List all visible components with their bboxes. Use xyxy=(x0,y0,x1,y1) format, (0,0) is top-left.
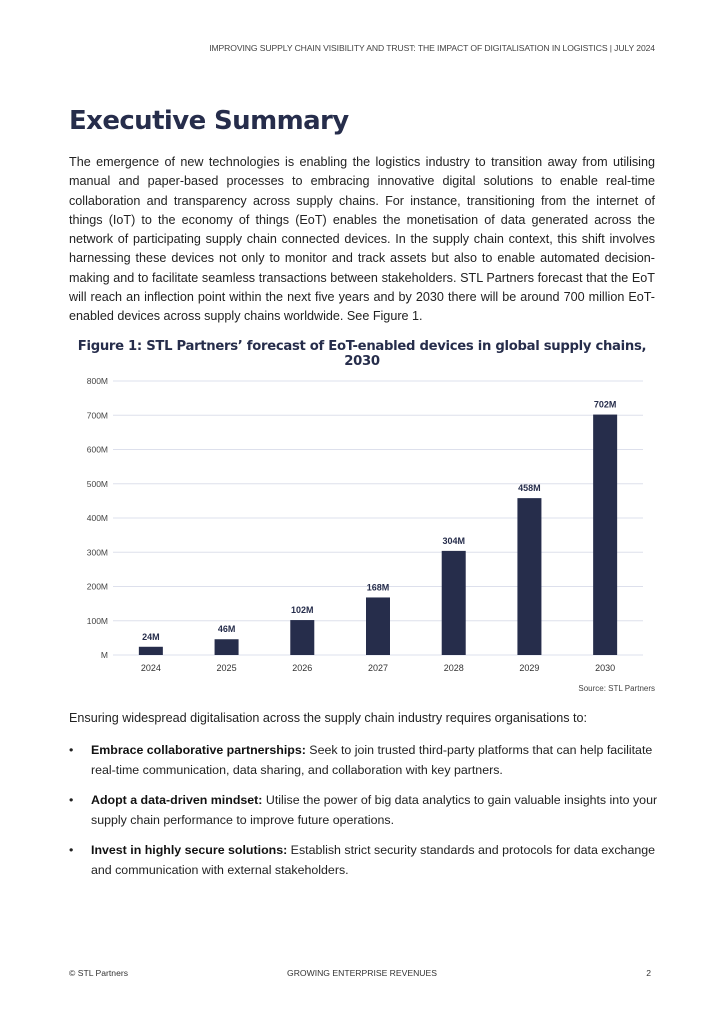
recommendation-list xyxy=(69,741,659,891)
list-item xyxy=(69,841,659,880)
y-tick-label: 600M xyxy=(86,444,108,455)
x-tick-label: 2027 xyxy=(367,663,389,673)
bullet-icon: • xyxy=(69,843,74,857)
list-item xyxy=(69,741,659,780)
bar xyxy=(366,597,390,655)
bar xyxy=(593,415,617,655)
list-item xyxy=(69,791,659,830)
y-tick-label: 500M xyxy=(86,478,108,489)
bullet-icon: • xyxy=(69,793,74,807)
bullet-heading: Invest in highly secure solutions: xyxy=(91,843,288,857)
bar xyxy=(517,498,541,655)
x-tick-label: 2025 xyxy=(216,663,237,673)
bullet-text: Seek to join trusted third-party platforms that can help facilitate real-time communication, data sharing, and collaboration with key partners. xyxy=(91,743,653,777)
data-label: 168M xyxy=(366,582,390,593)
bar xyxy=(442,551,466,655)
data-label: 304M xyxy=(442,535,465,546)
page-title: Executive Summary xyxy=(69,106,349,136)
y-tick-label: M xyxy=(100,650,108,660)
data-label: 46M xyxy=(217,624,236,635)
intro-paragraph: The emergence of new technologies is enabling the logistics industry to transition away from utilising manual and paper-based processes to embracing innovative digital solutions to enable real-time collaboration and transparency across supply chains. For instance, transitioning from the internet of things (IoT) to the economy of things (EoT) enables the monetisation of data generated across the network of participating supply chain connected devices. In the supply chain context, this shift involves harnessing these devices not only to monitor and track assets but also to enable automated decision-making and to facilitate seamless transactions between stakeholders. STL Partners forecast that the EoT will reach an inflection point within the next five years and by 2030 there will be around 700 million EoT-enabled devices across supply chains worldwide. See Figure 1. xyxy=(69,155,655,324)
bar xyxy=(139,647,163,655)
y-tick-label: 300M xyxy=(86,547,108,558)
figure-source: Source: STL Partners xyxy=(578,684,655,693)
bullet-text: Establish strict security standards and protocols for data exchange and communication with external stakeholders. xyxy=(91,843,656,877)
bar xyxy=(290,620,314,655)
data-label: 24M xyxy=(142,631,160,642)
y-tick-label: 400M xyxy=(86,513,108,523)
lead-sentence: Ensuring widespread digitalisation across the supply chain industry requires organisations to: xyxy=(69,711,588,725)
figure-title: Figure 1: STL Partners’ forecast of EoT-enabled devices in global supply chains, 2030 xyxy=(77,339,647,369)
bullet-heading: Embrace collaborative partnerships: xyxy=(91,743,306,757)
footer-section: GROWING ENTERPRISE REVENUES xyxy=(287,968,437,978)
bullet-heading: Adopt a data-driven mindset: xyxy=(91,793,263,807)
bar xyxy=(215,639,239,655)
data-label: 102M xyxy=(291,605,314,616)
x-tick-label: 2030 xyxy=(595,663,616,673)
page-number: 2 xyxy=(646,968,651,978)
page-footer xyxy=(69,968,655,978)
bullet-text: Utilise the power of big data analytics to gain valuable insights into your supply chain performance to improve future operations. xyxy=(91,793,658,827)
y-tick-label: 800M xyxy=(86,376,108,386)
data-label: 702M xyxy=(593,399,617,410)
x-tick-label: 2024 xyxy=(140,663,161,673)
x-tick-label: 2028 xyxy=(443,663,464,673)
x-tick-label: 2029 xyxy=(519,663,540,673)
y-tick-label: 100M xyxy=(86,615,108,626)
copyright: © STL Partners xyxy=(69,968,129,978)
y-tick-label: 200M xyxy=(86,581,108,592)
data-label: 458M xyxy=(518,483,541,494)
y-tick-label: 700M xyxy=(86,410,108,421)
bar-chart xyxy=(60,370,660,675)
bullet-icon: • xyxy=(69,743,74,757)
running-header: IMPROVING SUPPLY CHAIN VISIBILITY AND TRUST: THE IMPACT OF DIGITALISATION IN LOGISTICS | JULY 2024 xyxy=(209,43,655,53)
x-tick-label: 2026 xyxy=(292,663,313,673)
